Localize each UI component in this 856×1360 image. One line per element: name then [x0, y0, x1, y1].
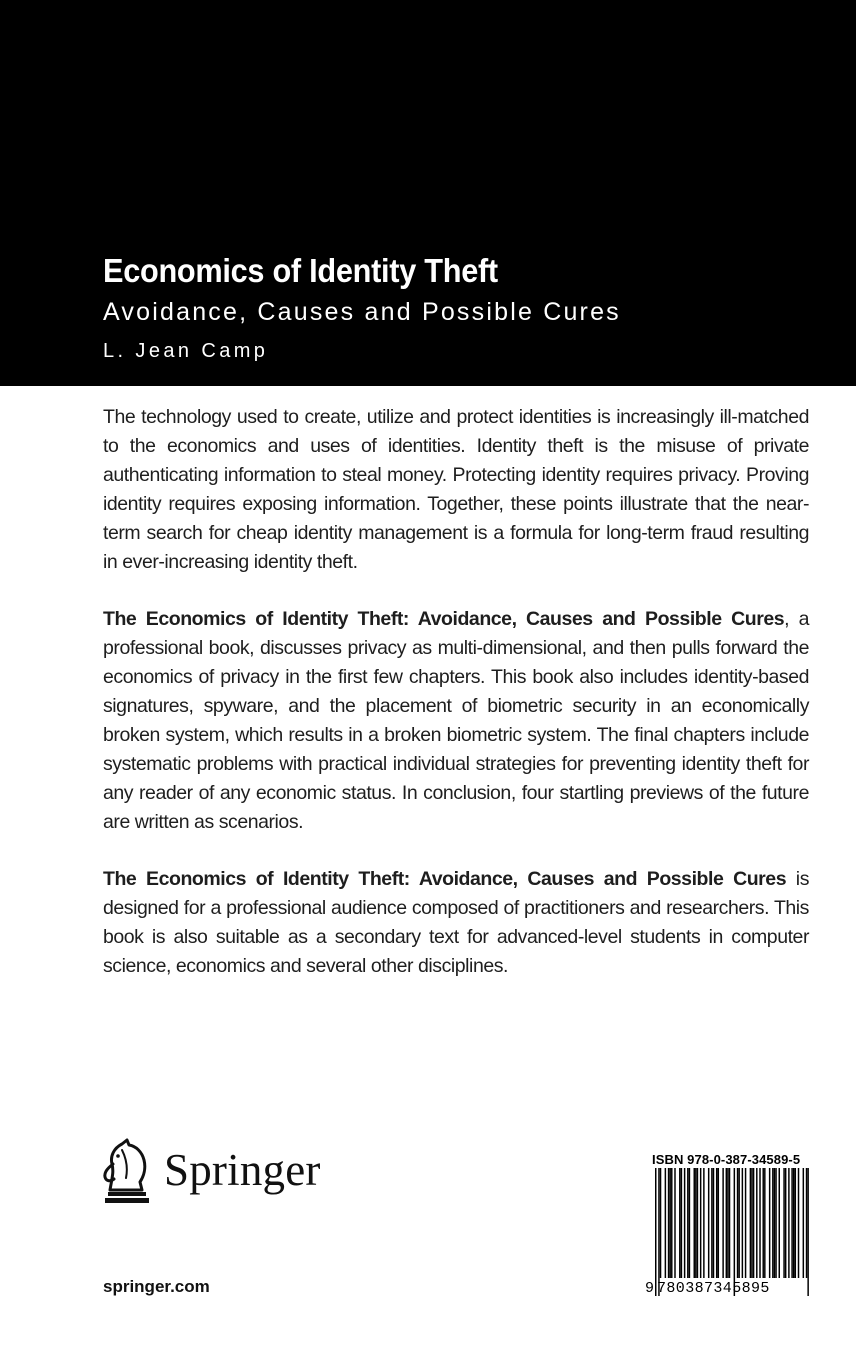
blurb-paragraph-2-book-title: The Economics of Identity Theft: Avoidance, Causes and Possible Cures: [103, 608, 785, 630]
barcode-bar: [713, 1168, 714, 1278]
barcode-bar: [742, 1168, 743, 1278]
barcode-bar: [660, 1168, 661, 1278]
barcode-bar: [745, 1168, 746, 1278]
barcode-bar: [669, 1168, 670, 1278]
barcode-bar: [689, 1168, 690, 1278]
barcode-bar: [803, 1168, 804, 1278]
barcode-first-digit: 9: [645, 1280, 655, 1297]
barcode-bar: [769, 1168, 770, 1278]
barcode-bar: [807, 1168, 808, 1296]
barcode-bar: [750, 1168, 751, 1278]
blurb-paragraph-3-text: is designed for a professional audience composed of practitioners and researchers. This book is also suitable as a secondary text for advanced-level students in computer science, economics and several other disciplines.: [103, 868, 809, 977]
barcode-bar: [658, 1168, 659, 1296]
barcode-bar: [671, 1168, 672, 1278]
barcode-bar: [785, 1168, 786, 1278]
blurb-paragraph-1: The technology used to create, utilize and protect identities is increasingly ill-matched to the economics and uses of identities. Identity theft is the misuse of private authenticating information to steal money. Protecting identity requires privacy. Proving identity requires exposing information. Together, these points illustrate that the near-term search for cheap identity management is a formula for long-term fraud resulting in ever-increasing identity theft.: [103, 406, 809, 573]
blurb-paragraph-3-book-title: The Economics of Identity Theft: Avoidance, Causes and Possible Cures: [103, 868, 787, 890]
barcode-bar: [681, 1168, 682, 1278]
barcode-bar: [779, 1168, 780, 1278]
springer-wordmark: Springer: [164, 1145, 321, 1195]
barcode-bar: [703, 1168, 704, 1278]
barcode-bar: [729, 1168, 730, 1278]
barcode-bar: [753, 1168, 754, 1278]
barcode-bar: [795, 1168, 796, 1278]
barcode-bar: [806, 1168, 807, 1278]
barcode-bar: [687, 1168, 688, 1278]
book-subtitle: Avoidance, Causes and Possible Cures: [103, 298, 621, 326]
book-author: L. Jean Camp: [103, 340, 269, 362]
barcode-bar: [793, 1168, 794, 1278]
blurb-paragraph-2: [103, 605, 809, 837]
barcode-bar: [718, 1168, 719, 1278]
barcode-bar: [722, 1168, 723, 1278]
barcode-bar: [774, 1168, 775, 1278]
isbn-label: ISBN 978-0-387-34589-5: [652, 1152, 801, 1167]
barcode-bar: [783, 1168, 784, 1278]
barcode-bar: [759, 1168, 760, 1278]
barcode-bar: [708, 1168, 709, 1278]
barcode-bar: [726, 1168, 727, 1278]
barcode-bar: [695, 1168, 696, 1278]
barcode-bar: [727, 1168, 728, 1278]
blurb-paragraph-2-text: , a professional book, discusses privacy as multi-dimensional, and then pulls forward the economics of privacy in the first few chapters. This book also includes identity-based signatures, spyware, and the placement of biometric security in an economically broken system, which results in a broken biometric system. The final chapters include systematic problems with practical individual strategies for preventing identity theft for any reader of any economic status. In conclusion, four startling previews of the future are written as scenarios.: [103, 608, 809, 833]
barcode-bar: [756, 1168, 757, 1278]
barcode-bar: [734, 1168, 735, 1296]
barcode-bar: [751, 1168, 752, 1278]
barcode-bar: [716, 1168, 717, 1278]
barcode-bar: [772, 1168, 773, 1278]
barcode-bar: [700, 1168, 701, 1278]
springer-logo: [100, 1138, 340, 1208]
barcode-digit-string: 780387345895: [657, 1280, 770, 1297]
barcode-bar: [684, 1168, 685, 1278]
barcode-bar: [762, 1168, 763, 1278]
publisher-url[interactable]: springer.com: [103, 1277, 210, 1296]
barcode-bar: [738, 1168, 739, 1278]
cover-header-band: [0, 0, 856, 386]
book-title: Economics of Identity Theft: [103, 252, 498, 289]
barcode-bar: [697, 1168, 698, 1278]
barcode-bar: [674, 1168, 675, 1278]
barcode-bar: [788, 1168, 789, 1278]
blurb-paragraph-3: [103, 865, 809, 981]
barcode-bar: [791, 1168, 792, 1278]
barcode-bar: [694, 1168, 695, 1278]
springer-horse-icon: [100, 1138, 156, 1204]
barcode-bar: [668, 1168, 669, 1278]
barcode-bar: [665, 1168, 666, 1278]
barcode-bar: [798, 1168, 799, 1278]
barcode-bar: [655, 1168, 656, 1296]
barcode-bar: [711, 1168, 712, 1278]
barcode-bar: [679, 1168, 680, 1278]
barcode-bar: [764, 1168, 765, 1278]
barcode-bar: [737, 1168, 738, 1278]
barcode-bar: [775, 1168, 776, 1278]
back-cover-blurb: [103, 403, 809, 1009]
